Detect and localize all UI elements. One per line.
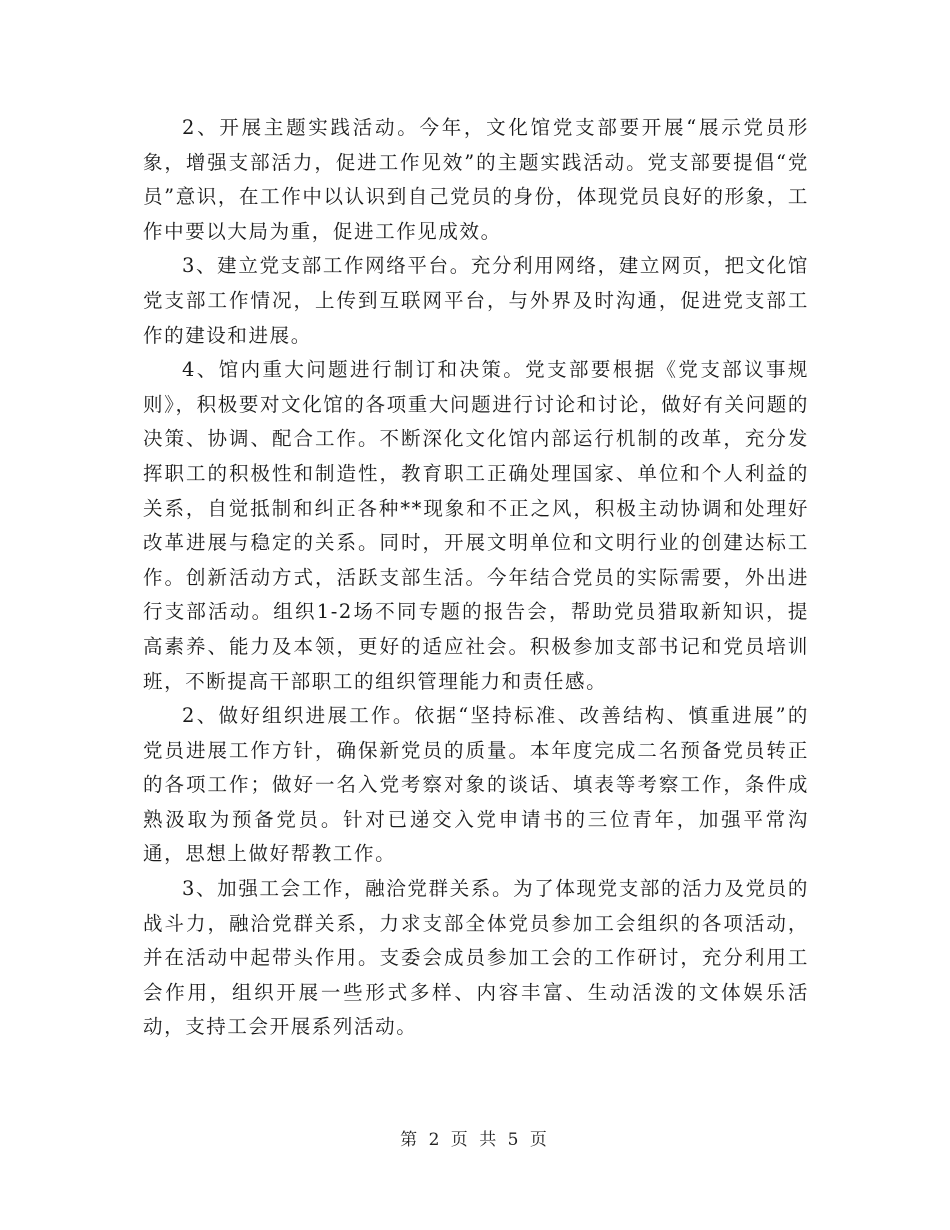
paragraph-major-decisions: 4、馆内重大问题进行制订和决策。党支部要根据《党支部议事规则》，积极要对文化馆的各项重大问题进行讨论和讨论，做好有关问题的决策、协调、配合工作。不断深化文化馆内部运行机制的改革，充分发挥职工的积极性和制造性，教育职工正确处理国家、单位和个人利益的关系，自觉抵制和纠正各种**现象和不正之风，积极主动协调和处理好改革进展与稳定的关系。同时，开展文明单位和文明行业的创建达标工作。创新活动方式，活跃支部生活。今年结合党员的实际需要，外出进行支部活动。组织1-2场不同专题的报告会，帮助党员猎取新知识，提高素养、能力及本领，更好的适应社会。积极参加支部书记和党员培训班，不断提高干部职工的组织管理能力和责任感。 bbox=[143, 358, 809, 693]
paragraph-network-platform: 3、建立党支部工作网络平台。充分利用网络，建立网页，把文化馆党支部工作情况，上传到互联网平台，与外界及时沟通，促进党支部工作的建设和进展。 bbox=[143, 254, 809, 347]
paragraph-practice-activity: 2、开展主题实践活动。今年，文化馆党支部要开展“展示党员形象，增强支部活力，促进工作见效”的主题实践活动。党支部要提倡“党员”意识，在工作中以认识到自己党员的身份，体现党员良好的形象，工作中要以大局为重，促进工作见成效。 bbox=[143, 116, 809, 243]
paragraph-organization-development: 2、做好组织进展工作。依据“坚持标准、改善结构、慎重进展”的党员进展工作方针，确保新党员的质量。本年度完成二名预备党员转正的各项工作；做好一名入党考察对象的谈话、填表等考察工作，条件成熟汲取为预备党员。针对已递交入党申请书的三位青年，加强平常沟通，思想上做好帮教工作。 bbox=[143, 704, 809, 866]
paragraph-union-work: 3、加强工会工作，融洽党群关系。为了体现党支部的活力及党员的战斗力，融洽党群关系，力求支部全体党员参加工会组织的各项活动，并在活动中起带头作用。支委会成员参加工会的工作研讨，充分利用工会作用，组织开展一些形式多样、内容丰富、生动活泼的文体娱乐活动，支持工会开展系列活动。 bbox=[143, 877, 809, 1039]
document-body bbox=[143, 111, 809, 1045]
page-number-footer: 第 2 页 共 5 页 bbox=[400, 1130, 550, 1150]
